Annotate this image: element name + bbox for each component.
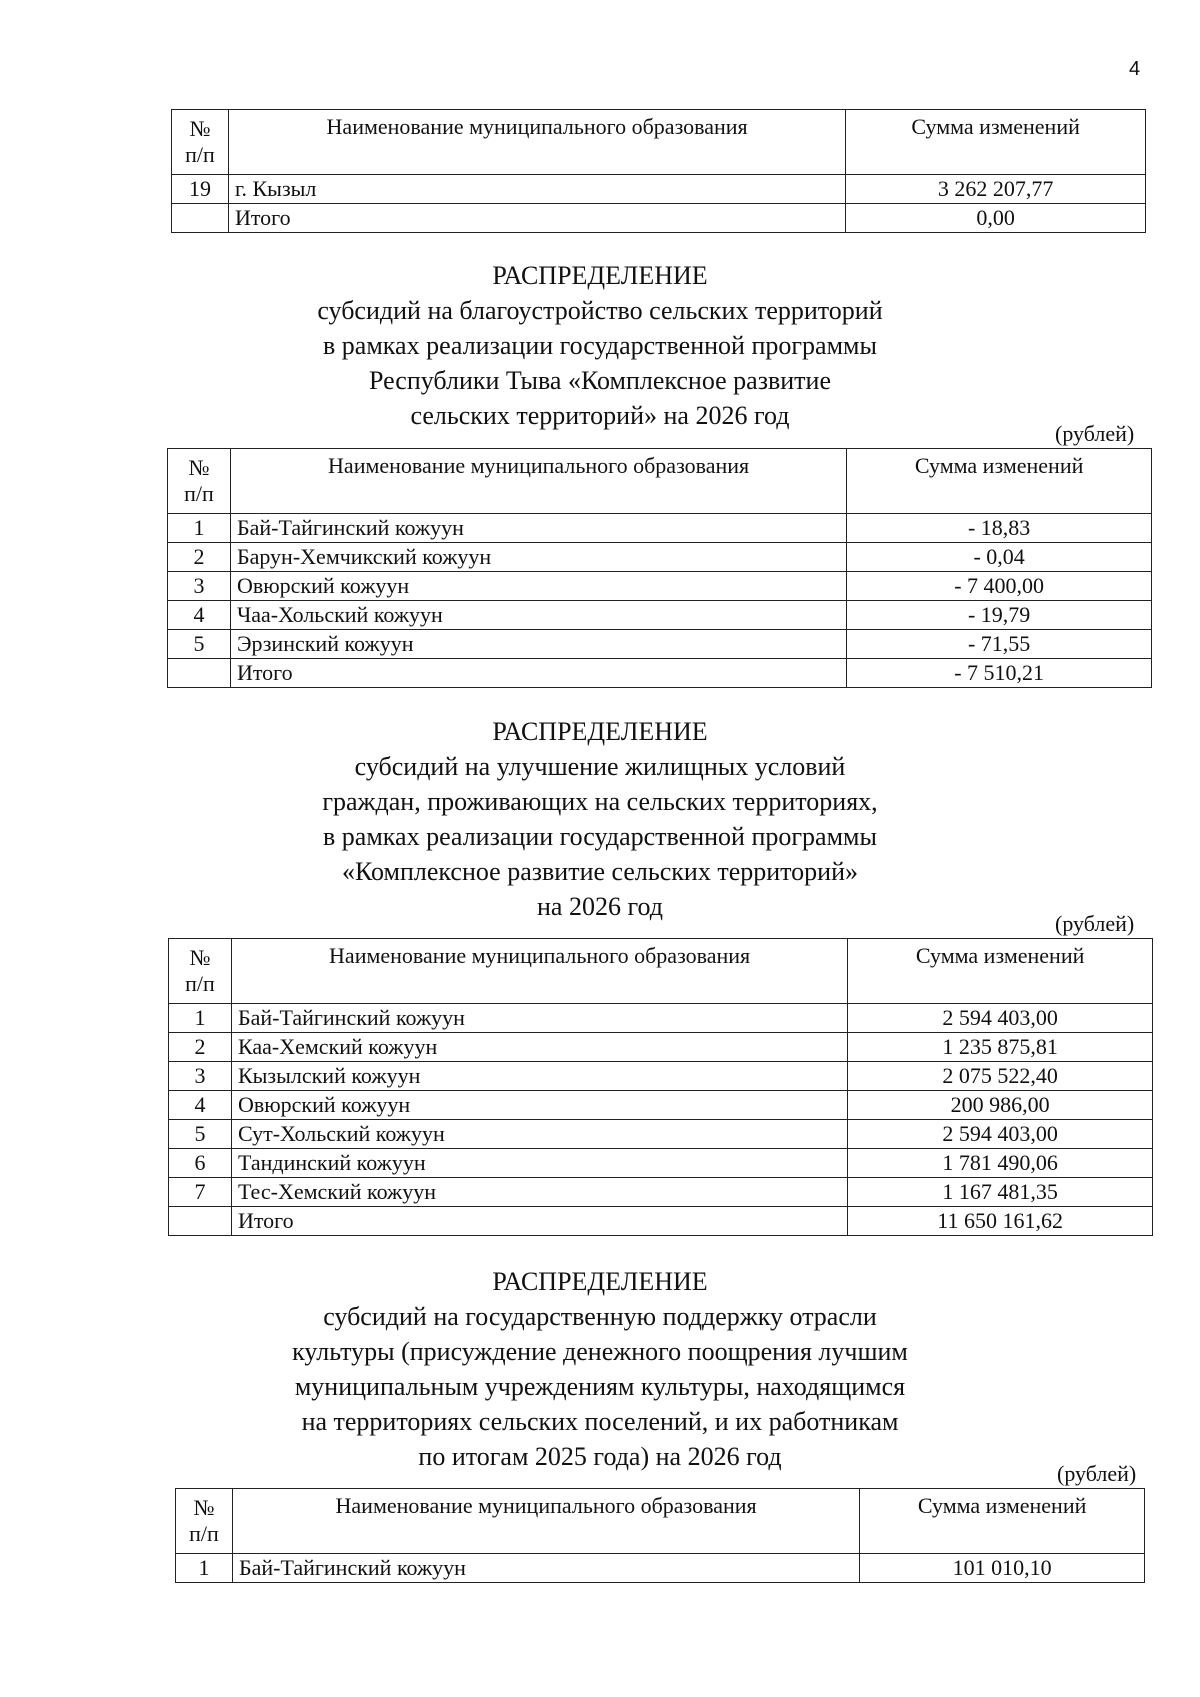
section3-line-2: культуры (присуждение денежного поощрения лучшим <box>292 1337 908 1366</box>
table-row <box>172 175 1146 204</box>
total-row <box>172 204 1146 233</box>
cell-name: Тес-Хемский кожуун <box>231 1178 847 1207</box>
section1-line-2: в рамках реализации государственной программы <box>323 331 877 360</box>
cell-sum: - 7 510,21 <box>847 659 1152 688</box>
cell-no: 1 <box>176 1554 233 1583</box>
cell-name: Чаа-Хольский кожуун <box>230 601 846 630</box>
cell-no: 2 <box>169 1033 232 1062</box>
header-sum: Сумма изменений <box>860 1489 1145 1554</box>
section3-line-3: муниципальным учреждениям культуры, находящимся <box>294 1372 906 1401</box>
section3-line-4: на территориях сельских поселений, и их работникам <box>301 1407 899 1436</box>
cell-no: 4 <box>168 601 231 630</box>
table-row <box>169 1033 1153 1062</box>
cell-no: 2 <box>168 543 231 572</box>
cell-sum: - 0,04 <box>847 543 1152 572</box>
total-row <box>169 1207 1153 1236</box>
cell-no: 1 <box>168 514 231 543</box>
table-header-row <box>172 110 1146 175</box>
header-name: Наименование муниципального образования <box>231 939 847 1004</box>
cell-name: Каа-Хемский кожуун <box>231 1033 847 1062</box>
table-header-row <box>168 449 1152 514</box>
header-no: № п/п <box>169 939 232 1004</box>
header-sum: Сумма изменений <box>846 110 1146 175</box>
section1-unit: (рублей) <box>1055 421 1135 446</box>
table-row <box>169 1149 1153 1178</box>
cell-no <box>172 204 229 233</box>
table-row <box>168 514 1152 543</box>
cell-sum: - 18,83 <box>847 514 1152 543</box>
table-continuation <box>171 109 1146 233</box>
cell-name: Итого <box>228 204 845 233</box>
cell-name: Итого <box>230 659 846 688</box>
cell-sum: - 19,79 <box>847 601 1152 630</box>
header-sum: Сумма изменений <box>848 939 1153 1004</box>
header-name: Наименование муниципального образования <box>230 449 846 514</box>
table-header-row <box>176 1489 1145 1554</box>
table-row <box>169 1004 1153 1033</box>
cell-no <box>168 659 231 688</box>
cell-name: Барун-Хемчикский кожуун <box>230 543 846 572</box>
section2-title <box>0 714 1200 924</box>
cell-no: 6 <box>169 1149 232 1178</box>
section3-table <box>175 1488 1145 1583</box>
cell-sum: 2 594 403,00 <box>848 1004 1153 1033</box>
section2-line-5: на 2026 год <box>537 892 663 921</box>
header-no: № п/п <box>176 1489 233 1554</box>
table-row <box>176 1554 1145 1583</box>
section2-line-4: «Комплексное развитие сельских территорий» <box>341 857 859 886</box>
section2-heading: РАСПРЕДЕЛЕНИЕ <box>492 717 708 746</box>
section3-heading: РАСПРЕДЕЛЕНИЕ <box>492 1267 708 1296</box>
cell-no: 3 <box>168 572 231 601</box>
section1-line-4: сельских территорий» на 2026 год <box>410 401 790 430</box>
cell-name: Бай-Тайгинский кожуун <box>230 514 846 543</box>
section2-unit: (рублей) <box>1055 911 1135 936</box>
section2-line-1: субсидий на улучшение жилищных условий <box>354 752 846 781</box>
section2-line-2: граждан, проживающих на сельских территориях, <box>322 787 878 816</box>
cell-sum: 101 010,10 <box>860 1554 1145 1583</box>
cell-sum: 11 650 161,62 <box>848 1207 1153 1236</box>
table-row <box>169 1120 1153 1149</box>
section1-line-1: субсидий на благоустройство сельских территорий <box>317 296 883 325</box>
page-number: 4 <box>1129 58 1141 80</box>
cell-name: Эрзинский кожуун <box>230 630 846 659</box>
section2-line-3: в рамках реализации государственной программы <box>323 822 877 851</box>
cell-no: 4 <box>169 1091 232 1120</box>
cell-name: Сут-Хольский кожуун <box>231 1120 847 1149</box>
cell-sum: - 7 400,00 <box>847 572 1152 601</box>
cell-no <box>169 1207 232 1236</box>
total-row <box>168 659 1152 688</box>
header-name: Наименование муниципального образования <box>232 1489 859 1554</box>
header-name: Наименование муниципального образования <box>228 110 845 175</box>
table-row <box>168 572 1152 601</box>
table-row <box>168 630 1152 659</box>
cell-name: Итого <box>231 1207 847 1236</box>
table-row <box>169 1178 1153 1207</box>
cell-sum: 1 781 490,06 <box>848 1149 1153 1178</box>
table-row <box>168 601 1152 630</box>
cell-sum: 1 235 875,81 <box>848 1033 1153 1062</box>
cell-no: 5 <box>169 1120 232 1149</box>
section1-title <box>0 258 1200 433</box>
table-row <box>169 1091 1153 1120</box>
cell-name: Тандинский кожуун <box>231 1149 847 1178</box>
section3-line-1: субсидий на государственную поддержку отрасли <box>323 1302 877 1331</box>
table-row <box>168 543 1152 572</box>
cell-name: Кызылский кожуун <box>231 1062 847 1091</box>
cell-name: г. Кызыл <box>228 175 845 204</box>
table-header-row <box>169 939 1153 1004</box>
cell-name: Овюрский кожуун <box>231 1091 847 1120</box>
cell-name: Овюрский кожуун <box>230 572 846 601</box>
cell-no: 1 <box>169 1004 232 1033</box>
cell-sum: 3 262 207,77 <box>846 175 1146 204</box>
header-no: № п/п <box>168 449 231 514</box>
cell-sum: - 71,55 <box>847 630 1152 659</box>
section1-line-3: Республики Тыва «Комплексное развитие <box>368 366 831 395</box>
header-no: № п/п <box>172 110 229 175</box>
section3-unit: (рублей) <box>1057 1461 1137 1486</box>
section3-line-5: по итогам 2025 года) на 2026 год <box>418 1442 782 1471</box>
cell-name: Бай-Тайгинский кожуун <box>231 1004 847 1033</box>
header-sum: Сумма изменений <box>847 449 1152 514</box>
cell-sum: 1 167 481,35 <box>848 1178 1153 1207</box>
section2-table <box>168 938 1153 1236</box>
section1-table <box>167 448 1152 688</box>
cell-name: Бай-Тайгинский кожуун <box>232 1554 859 1583</box>
cell-no: 3 <box>169 1062 232 1091</box>
section3-title <box>0 1264 1200 1474</box>
cell-sum: 0,00 <box>846 204 1146 233</box>
section1-heading: РАСПРЕДЕЛЕНИЕ <box>492 261 708 290</box>
cell-sum: 200 986,00 <box>848 1091 1153 1120</box>
cell-sum: 2 075 522,40 <box>848 1062 1153 1091</box>
cell-no: 19 <box>172 175 229 204</box>
table-row <box>169 1062 1153 1091</box>
cell-sum: 2 594 403,00 <box>848 1120 1153 1149</box>
cell-no: 5 <box>168 630 231 659</box>
cell-no: 7 <box>169 1178 232 1207</box>
